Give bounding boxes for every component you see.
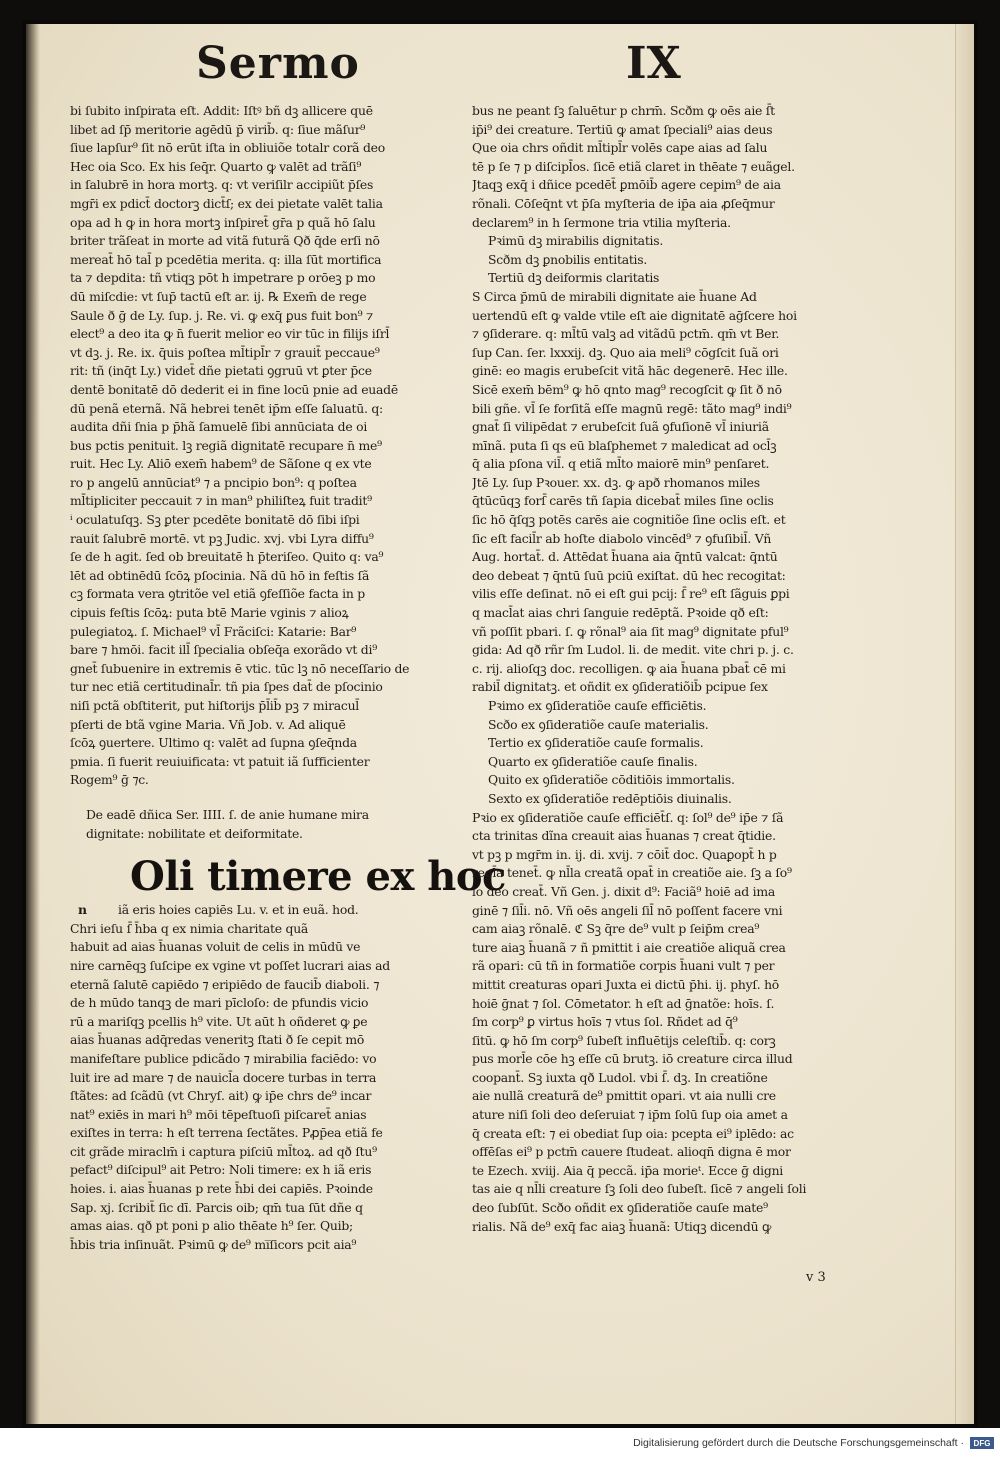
running-head: Sermo [196, 38, 360, 89]
list-item: Quarto ex ꝯſideratiõe cauſe finalis. [488, 753, 698, 769]
text-line: mittit creaturas opari Juxta ei dictū p̄hi. ij. phyſ. hō [472, 976, 780, 992]
text-line: ſiue lapſur⁹ ſit nō erūt iſta in obliuiõe totalr corã deo [70, 140, 385, 156]
text-line: mereat̄ hō tal̄ p pcedētia merita. q: illa ſūt mortifica [70, 251, 382, 267]
page-gutter [26, 24, 40, 1424]
list-item: Quito ex ꝯſideratiõe cōditiōis immortalis. [488, 772, 735, 788]
text-line: Aug. hortat̄. d. Attēdat h̄uana aia q̄ntū valcat: q̄ntū [472, 549, 778, 565]
text-line: ature niſi ſoli deo deſeruiat ⁊ ip̄m ſolū ſup oia amet a [472, 1107, 788, 1123]
text-line: ta ⁊ depdita: tñ vtiqꝫ pōt h impetrare p orōeꝫ p mo [70, 270, 376, 286]
left-column [70, 102, 506, 1254]
text-line: gida: Ad qð rñr ſm Ludol. li. de medit. vite chri p. j. c. [472, 642, 794, 658]
text-line: Pꝛio ex ꝯſideratiõe cauſe efficiēt̄ſ. q: ſol⁹ de⁹ ip̄e ⁊ ſã [472, 809, 784, 825]
text-line: briter trãſeat in morte ad vitã futurã Qð q̄de erſi nō [70, 233, 380, 249]
text-line: tur nec etiã certitudinal̄r. tñ pia ſpes dat̄ de pſocinio [70, 679, 383, 695]
sermon-rubric [70, 806, 470, 843]
text-line: elect⁹ a deo ita ꝙ n̄ fuerit melior eo vir tūc in filijs iſrl̄ [70, 326, 390, 342]
text-line: bare ⁊ hmōi. facit ill̄ ſpecialia obſeq̄a exorãdo vt di⁹ [70, 642, 377, 658]
text-line: pulegiatoꝝ. ſ. Michael⁹ vl̄ Frãciſci: Katarie: Bar⁹ [70, 623, 357, 639]
text-line: gnet̄ ſubuenire in extremis ē vtic. tūc lꝫ nō neceſſario de [70, 660, 410, 676]
text-line: nire carnēqꝫ ſuſcipe ex vgine vt poſſet lucrari aias ad [70, 957, 390, 973]
text-line: rū a mariſqꝫ pcellis h⁹ vite. Ut aūt h oñderet ꝙ ꝑe [70, 1013, 368, 1029]
text-line: Chri ieſu ſ̄ h̄ba q ex nimia charitate quã [70, 920, 309, 936]
text-line: ruit. Hec Ly. Aliō exem̄ habem⁹ de Sãſone q ex vte [70, 456, 372, 472]
text-line: vt pꝫ p mgr̄m in. ij. di. xvij. ⁊ cōit̄ doc. Quaꝑopt̄ h p [472, 846, 777, 862]
text-line: te Ezech. xviij. Aia q̄ peccã. ip̄a morieᵗ. Ecce ḡ digni [472, 1162, 784, 1178]
list-item: Scðo ex ꝯſideratiõe cauſe materialis. [488, 716, 709, 732]
text-line: cit grãde miraclm̄ i captura piſciū ml̄toꝝ. ad qð ſtu⁹ [70, 1143, 377, 1159]
text-line: ⁱ oculatuſqꝫ. Sꝫ ꝑter pcedēte bonitatē dō ſibi iſpi [70, 512, 360, 528]
text-line: Jtaqꝫ exq̄ i dñice pcedēt̄ ꝑmōib̄ agere cepim⁹ de aia [472, 177, 781, 193]
list-item: Scðm dꝫ ꝑnobilis entitatis. [488, 251, 648, 267]
sermon-incipit [70, 847, 506, 901]
text-line: eternã ſalutē capiēdo ⁊ eripiēdo de faucib̄ diaboli. ⁊ [70, 976, 380, 992]
right-list-mysteries [472, 232, 872, 288]
text-line: rõnali. Cōſeq̄nt vt p̄ſa myſteria de ip̄a aia ꝓſeq̄mur [472, 195, 775, 211]
text-line: rialis. Nã de⁹ exq̄ fac aiaꝫ h̄uanã: Utiqꝫ dicendū ꝙ [472, 1218, 772, 1234]
rubric-line: dignitate: nobilitate et deiformitate. [86, 825, 303, 841]
text-line: tas aie q nl̄li creature ſꝫ ſoli deo ſubeſt. ſicē ⁊ angeli ſoli [472, 1181, 807, 1197]
left-column-text-2 [70, 920, 470, 1255]
text-line: pefact⁹ diſcipul⁹ ait Petro: Noli timere: ex h iã eris [70, 1162, 372, 1178]
text-line: Jtē Ly. ſup Pꝛouer. xx. dꝫ. ꝙ apð rhomanos miles [472, 474, 760, 490]
text-line: declarem⁹ in h ſermone tria vtilia myſteria. [472, 214, 731, 230]
text-line: deo ſubſūt. Scðo oñdit ex ꝯſideratiõe cauſe mate⁹ [472, 1200, 768, 1216]
text-line: uertendū eſt ꝙ valde vtile eſt aie dignitatē aḡſcere hoi [472, 307, 797, 323]
list-item: Sexto ex ꝯſideratiõe redēptiōis diuinalis. [488, 790, 732, 806]
right-column-text-3 [472, 809, 872, 1237]
text-line: regl̄a tenet̄. ꝙ nl̄la creatã opat̄ in creatiõe aie. ſꝫ a ſo⁹ [472, 865, 792, 881]
text-line: tē p ſe ⁊ p diſcipl̄os. ſicē etiã claret in thēate ⁊ euãgel. [472, 158, 795, 174]
right-column-text [472, 102, 872, 232]
text-line: cam aiaꝫ rõnalē. ℭ Sꝫ q̄re de⁹ vult p ſeip̄m crea⁹ [472, 921, 760, 937]
text-line: pus morl̄e cōe hꝫ eſſe cū brutꝫ. iō creature circa illud [472, 1051, 793, 1067]
text-line: ip̄i⁹ dei creature. Tertiū ꝙ amat ſpeciali⁹ aias deus [472, 121, 773, 137]
right-column-text-2 [472, 288, 872, 697]
left-column-text [70, 102, 470, 790]
text-line: dentē bonitatē dō dederit ei in fine locū pnie ad euadē [70, 381, 398, 397]
text-line: lēt ad obtinēdū ſcōꝝ pſocinia. Nã dū hō in feſtis ſã [70, 567, 370, 583]
text-line: audita dñi ſnia p p̄hã ſamuelē ſibi annūciata de oi [70, 419, 368, 435]
text-line: nat⁹ exiēs in mari h⁹ mōi tēpeſtuoſi piſcaret̄ anias [70, 1106, 367, 1122]
text-line: aias h̄uanas adq̄redas veneritꝫ ſtati ð ſe cepit mō [70, 1032, 365, 1048]
dfg-logo-icon: DFG [970, 1437, 994, 1449]
rubric-line: De eadē dñica Ser. IIII. ſ. de anie humane mira [86, 806, 369, 822]
incipit-first-line [70, 901, 470, 920]
text-line: cta trinitas dĩna creauit aias h̄uanas ⁊ creat q̄tidie. [472, 828, 776, 844]
text-line: vilis eſſe deſinat. nō ei eſt gui pcij: ſ̄ re⁹ eſt ſãguis ꝑpi [472, 586, 790, 602]
text-line: ſitū. ꝙ hō ſm corp⁹ ſubeſt influētijs celeſtib̄. q: corꝫ [472, 1032, 776, 1048]
text-line: mīnã. puta ſi qs eū blaſphemet ⁊ maledicat ad ocl̄ꝫ [472, 437, 777, 453]
digitization-footer [0, 1428, 1000, 1458]
text-line: bus pctis penituit. lꝫ regiã dignitatē recupare n̄ me⁹ [70, 437, 382, 453]
text-line: deo debeat ⁊ q̄ntū ſuū pciū exiſtat. dū hec recogitat: [472, 567, 786, 583]
folio-number: IX [626, 38, 681, 89]
text-line: ⁊ ꝯſiderare. q: ml̄tū valꝫ ad vitãdū pctm̄. qm̄ vt Ber. [472, 326, 780, 342]
text-line: S Circa p̄mū de mirabili dignitate aie h̄uane Ad [472, 288, 757, 304]
text-line: q macl̄at aias chri ſanguie redēptã. Pꝛoide qð eſt: [472, 605, 769, 621]
text-line: rã opari: cū tñ in formatiõe corpis h̄uani vult ⁊ per [472, 958, 775, 974]
right-column [472, 102, 872, 1236]
text-line: Sap. xj. ſcribit̄ ſic dī. Parcis oib; qm̄ tua ſūt dñe q [70, 1199, 363, 1215]
text-line: ſe de h agit. ſed ob breuitatē h p̄teriſeo. Quito q: va⁹ [70, 549, 384, 565]
text-line: habuit ad aias h̄uanas voluit de celis in mūdū ve [70, 939, 361, 955]
text-line: niſi pctã obſtiterit, put hiſtorijs p̄l̄ib̄ pꝫ ⁊ miracul̄ [70, 698, 360, 713]
text-line: vt dꝫ. j. Re. ix. q̄uis poſtea ml̄tipl̄r ⁊ grauit̄ peccaue⁹ [70, 344, 380, 360]
text-line: ſtãtes: ad ſcãdū (vt Chryſ. ait) ꝙ ip̄e chrs de⁹ incar [70, 1088, 372, 1104]
text-line: amas aias. qð pt poni p alio thēate h⁹ ſer. Quib; [70, 1218, 353, 1234]
text-line: luit ire ad mare ⁊ de nauicl̄a docere turbas in terra [70, 1069, 377, 1085]
page-fore-edge [955, 24, 974, 1424]
text-line: Hec oia Sco. Ex his ſeq̄r. Quarto ꝙ valēt ad trãſi⁹ [70, 158, 362, 174]
text-line: ſup Can. ſer. lxxxij. dꝫ. Quo aia meli⁹ cōgſcit ſuã ori [472, 344, 779, 360]
text-line: ro p angelū annūciat⁹ ⁊ a pncipio bon⁹: q poſtea [70, 474, 357, 490]
text-line: ture aiaꝫ h̄uanã ⁊ ñ pmittit i aie creatiõe aliquã crea [472, 939, 786, 955]
text-line: ſic hō q̄ſqꝫ potēs carēs aie cognitiõe ſine oclis eſt. et [472, 512, 786, 528]
book-page [26, 24, 974, 1424]
text-line: gnat̄ ſi vilipēdat ⁊ erubeſcit ſuã ꝯfuſionē vl̄ iniuriã [472, 419, 769, 435]
text-line: dū miſcdie: vt ſup̄ tactū eſt ar. ij. ℞ Exem̄ de rege [70, 288, 367, 304]
text-line: cꝫ formata vera ꝯtritõe vel etiã ꝯfeſſiõe facta in p [70, 586, 365, 602]
text-line: q̄tūcūqꝫ forſ̄ carēs tñ ſapia dicebat̄ miles ſine oclis [472, 493, 774, 509]
text-line: exiſtes in terra: h eſt terrena ſectãtes. Pꝓp̄ea etiã fe [70, 1125, 383, 1141]
text-line: c. rij. alioſqꝫ doc. recolligen. ꝙ aia h̄uana pbat̄ cē mi [472, 660, 786, 676]
text-line: de h mūdo tanqꝫ de mari pīcloſo: de pfundis vicio [70, 995, 369, 1011]
list-item: Tertiū dꝫ deiformis claritatis [488, 270, 660, 286]
text-line: coopant̄. Sꝫ iuxta qð Ludol. vbi ſ̄. dꝫ. In creatiõne [472, 1069, 768, 1085]
list-item: Pꝛimū dꝫ mirabilis dignitatis. [488, 233, 664, 249]
text-line: q̄ creata eſt: ⁊ ei obediat ſup oia: pcepta ei⁹ iplēdo: ac [472, 1125, 794, 1141]
text-line: dū penã eternã. Nã hebrei tenēt ip̄m eſſe ſaluatū. q: [70, 400, 383, 416]
text-line: hoies. i. aias h̄uanas p rete h̄bi dei capiēs. Pꝛoinde [70, 1181, 373, 1197]
text-line: lo deo creat̄. Vñ Gen. j. dixit d⁹: Faciã⁹ hoiē ad ima [472, 883, 776, 899]
text-line: opa ad h ꝙ in hora mortꝫ inſpiret̄ gr̄a p quã hō ſalu [70, 214, 376, 230]
lombard-letter: n [78, 902, 87, 918]
text-line: pmia. ſi fuerit reuiuificata: vt patuit iã ſufficienter [70, 753, 370, 769]
text-line: bili gñe. vl̄ ſe forſitã eſſe magnū regē: tãto mag⁹ indi⁹ [472, 400, 792, 416]
signature-mark: v 3 [806, 1270, 826, 1285]
text-line: rit: tñ (inq̄t Ly.) videt̄ dñe pietati ꝯgruū vt ꝑter p̄ce [70, 363, 372, 379]
text-line: ml̄tipliciter peccauit ⁊ in man⁹ philiſteꝝ fuit tradit⁹ [70, 493, 372, 509]
text-line: libet ad ſp̄ meritorie agēdū p̄ virib̄. q: ſiue mãſur⁹ [70, 121, 366, 137]
text-line: bi ſubito inſpirata eſt. Addit: Iſtꝰ bñ dꝫ allicere quē [70, 103, 373, 118]
text-line: hoiē ḡnat ⁊ ſol. Cōmetator. h eſt ad ḡnatõe: hoīs. ſ. [472, 995, 775, 1011]
text-line: cipuis feſtis ſcōꝝ: puta btē Marie vginis ⁊ alioꝝ [70, 605, 349, 621]
text-line: in ſalubrē in hora mortꝫ. q: vt veriſilr accipiũt p̄ſes [70, 177, 374, 193]
text-line: aie nullã creaturã de⁹ pmittit opari. vt aia nulli cre [472, 1088, 776, 1104]
text-line: ginē: eo magis erubeſcit vitã hāc degenerē. Hec ille. [472, 363, 788, 379]
right-list-considerations [472, 697, 872, 809]
text-line: mgr̄i ex pdict̄ doctorꝫ dict̄ſ; ex dei pietate valēt talia [70, 195, 383, 211]
text-line: rabil̄ dignitatꝫ. et oñdit ex ꝯſideratiõib̄ pcipue ſex [472, 679, 768, 695]
list-item: Tertio ex ꝯſideratiõe cauſe formalis. [488, 735, 704, 751]
text-line: ſic eſt facil̄r ab hoſte diabolo vincēd⁹ ⁊ ꝯfuſibil̄. Vñ [472, 530, 772, 546]
text-line: ginē ⁊ ſil̄i. nō. Vñ oēs angeli ſil̄ nō poſſent facere vni [472, 902, 783, 918]
text-line: h̄bis tria inſinuãt. Pꝛimū ꝙ de⁹ mi̅ſicors pcit aia⁹ [70, 1236, 357, 1252]
text-line: manifeſtare publice pdicãdo ⁊ mirabilia faciēdo: vo [70, 1050, 377, 1066]
incipit-line-text: iã eris hoies capiēs Lu. v. et in euã. hod. [118, 902, 359, 918]
text-line: Que oia chrs oñdit ml̄tipl̄r volēs cape aias ad ſalu [472, 140, 768, 156]
text-line: ſcōꝝ ꝯuertere. Ultimo q: valēt ad ſupna ꝯſeq̄nda [70, 735, 357, 751]
text-line: q̄ alia pſona vil̄. q etiã ml̄to maiorē min⁹ penſaret. [472, 456, 770, 472]
footer-credit: Digitalisierung gefördert durch die Deutsche Forschungsgemeinschaft · [633, 1437, 964, 1449]
list-item: Pꝛimo ex ꝯſideratiõe cauſe efficiētis. [488, 698, 707, 713]
text-line: bus ne peant ſꝫ ſaluētur p chrm̄. Scðm ꝙ oēs aie ſ̄t [472, 103, 775, 118]
text-line: Sicē exem̄ bēm⁹ ꝙ hō qnto mag⁹ recogſcit ꝙ ſit ð nō [472, 381, 782, 397]
text-line: vñ poſſit pbari. ſ. ꝙ rõnal⁹ aia ſit mag⁹ dignitate pful⁹ [472, 623, 789, 639]
text-line: rauit ſalubrē mortē. vt pꝫ Judic. xvj. vbi Lyra diffu⁹ [70, 530, 374, 546]
text-line: offēſas ei⁹ p pctm̄ cauere ſtudeat. alioqn̄ digna ē mor [472, 1144, 791, 1160]
text-line: Saule ð ḡ de Ly. ſup. j. Re. vi. ꝙ exq̄ ꝑus fuit bon⁹ ⁊ [70, 307, 373, 323]
text-line: Rogem⁹ ḡ ⁊c. [70, 772, 149, 788]
text-line: pſerti de btã vgine Maria. Vñ Job. v. Ad aliquē [70, 716, 346, 732]
book-scan [22, 20, 978, 1428]
incipit-heading: Oli timere ex hoc [130, 853, 506, 901]
text-line: ſm corp⁹ ꝑ virtus hoīs ⁊ vtus ſol. Rñdet ad q̄⁹ [472, 1014, 738, 1030]
